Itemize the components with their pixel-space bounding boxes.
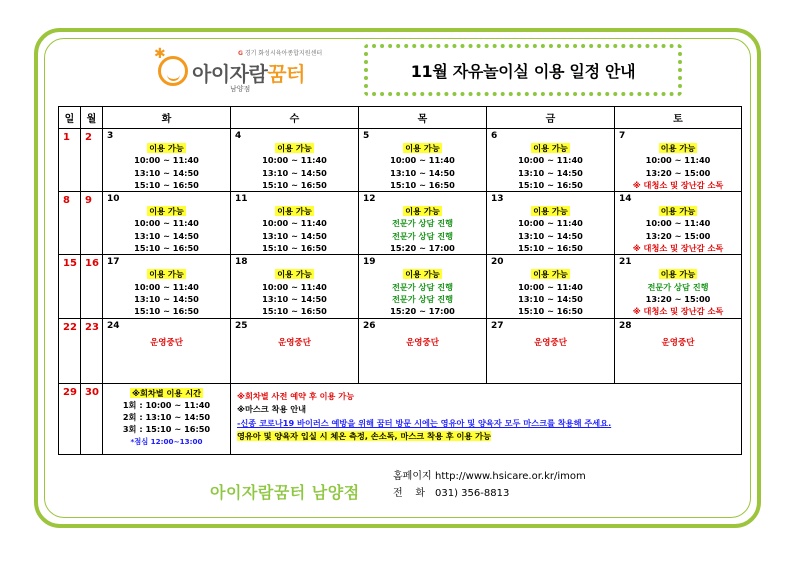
- day-schedule: [103, 205, 230, 254]
- time-slot: 13:10 ~ 14:50: [518, 293, 583, 304]
- availability-status: [103, 268, 230, 280]
- availability-label: 이용 가능: [660, 269, 696, 280]
- title-box: [364, 44, 682, 96]
- day-cell-sun: [59, 383, 81, 454]
- day-cell: [487, 129, 615, 192]
- availability-status: [103, 142, 230, 154]
- counseling-label: 전문가 상담 진행: [647, 281, 709, 292]
- day-number: 4: [235, 131, 242, 141]
- time-slot: 10:00 ~ 11:40: [645, 155, 711, 166]
- counseling-label: 전문가 상담 진행: [391, 230, 454, 241]
- time-slot: 13:10 ~ 14:50: [518, 230, 583, 241]
- monday-date: 30: [85, 386, 99, 398]
- availability-label: 이용 가능: [277, 143, 312, 153]
- week-row-last: [59, 383, 742, 454]
- day-schedule: [487, 268, 614, 317]
- time-slot: 13:10 ~ 14:50: [262, 293, 327, 304]
- day-cell: [487, 255, 615, 318]
- weekday-header-row: [59, 107, 742, 129]
- day-schedule: [359, 205, 486, 254]
- time-slot: 13:10 ~ 14:50: [134, 167, 199, 178]
- logo-brand: 아이자람꿈터: [192, 62, 305, 86]
- time-slot: 15:10 ~ 16:50: [518, 243, 583, 254]
- page-title: 11월 자유놀이실 이용 일정 안내: [410, 61, 636, 81]
- day-cell-mon: [81, 383, 103, 454]
- day-schedule: [615, 142, 741, 191]
- availability-status: [359, 268, 486, 280]
- time-slot: 10:00 ~ 11:40: [518, 218, 583, 229]
- availability-status: [487, 205, 614, 217]
- day-number: 20: [491, 257, 504, 268]
- time-slot: 10:00 ~ 11:40: [262, 218, 327, 229]
- sunday-date: 29: [63, 386, 77, 398]
- time-slot: 10:00 ~ 11:40: [262, 155, 327, 166]
- cleaning-note: ※ 대청소 및 장난감 소독: [632, 243, 724, 254]
- availability-status: [103, 205, 230, 217]
- day-cell: [231, 192, 359, 255]
- notice-mask-detail: -신종 코로나19 바이러스 예방을 위해 꿈터 방문 시에는 영유아 및 양육자 모두 마스크를 착용해 주세요.: [237, 417, 612, 428]
- monday-date: 16: [85, 258, 99, 270]
- monday-date: 9: [85, 195, 92, 207]
- org-mark-icon: G: [238, 50, 243, 57]
- day-schedule: [487, 142, 614, 191]
- sunday-date: 1: [63, 132, 70, 143]
- availability-label: 이용 가능: [533, 269, 568, 280]
- day-number: 25: [235, 320, 248, 331]
- session-2: 2회 : 13:10 ~ 14:50: [122, 412, 211, 423]
- weekday-sun: 일: [59, 107, 81, 129]
- availability-label: 이용 가능: [533, 143, 568, 153]
- session-title: ※회차별 이용 시간: [131, 387, 202, 398]
- availability-label: 이용 가능: [277, 269, 312, 280]
- cleaning-note: ※ 대청소 및 장난감 소독: [632, 306, 724, 317]
- availability-status: [231, 205, 358, 217]
- day-schedule: [103, 142, 230, 191]
- availability-label: 이용 가능: [405, 143, 440, 153]
- day-number: 21: [619, 257, 632, 268]
- availability-label: 이용 가능: [405, 269, 440, 280]
- time-slot: 13:20 ~ 15:00: [645, 230, 711, 241]
- day-cell: [615, 255, 742, 318]
- time-slot: 15:10 ~ 16:50: [518, 306, 583, 317]
- day-cell-mon: [81, 255, 103, 318]
- availability-status: [615, 268, 741, 280]
- footer-homepage: 홈페이지 http://www.hsicare.or.kr/imom: [393, 471, 586, 482]
- day-cell-sun: [59, 255, 81, 318]
- day-number: 12: [363, 194, 376, 205]
- day-cell: [231, 255, 359, 318]
- availability-status: [615, 142, 741, 154]
- day-number: 6: [491, 131, 498, 141]
- sparkle-icon: ✱: [154, 46, 166, 62]
- availability-status: [487, 142, 614, 154]
- time-slot: 15:10 ~ 16:50: [390, 179, 455, 190]
- day-schedule: [487, 205, 614, 254]
- smiley-sun-icon: [158, 56, 188, 86]
- time-slot: 10:00 ~ 11:40: [134, 281, 199, 292]
- notice-mask-title: ※마스크 착용 안내: [237, 404, 307, 415]
- sunday-date: 15: [63, 258, 77, 270]
- session-1: 1회 : 10:00 ~ 11:40: [122, 399, 211, 410]
- time-slot: 15:10 ~ 16:50: [134, 243, 199, 254]
- day-cell: [103, 192, 231, 255]
- footer-center-name: 아이자람꿈터 남양점: [210, 483, 360, 502]
- time-slot: 13:20 ~ 15:00: [645, 167, 711, 178]
- availability-label: 이용 가능: [660, 143, 696, 153]
- time-slot: 10:00 ~ 11:40: [134, 218, 199, 229]
- time-slot: 13:10 ~ 14:50: [134, 293, 199, 304]
- weekday-mon: 월: [81, 107, 103, 129]
- time-slot: 13:10 ~ 14:50: [518, 167, 583, 178]
- availability-status: [231, 142, 358, 154]
- day-number: 11: [235, 194, 248, 205]
- day-cell-mon: [81, 129, 103, 192]
- availability-status: [231, 268, 358, 280]
- homepage-url[interactable]: http://www.hsicare.or.kr/imom: [435, 471, 586, 482]
- day-cell: [615, 318, 742, 383]
- closed-label: 운영중단: [150, 337, 183, 348]
- day-number: 19: [363, 257, 376, 268]
- counseling-label: 전문가 상담 진행: [391, 293, 454, 304]
- day-schedule: [231, 142, 358, 191]
- time-slot: 13:10 ~ 14:50: [390, 167, 455, 178]
- availability-status: [487, 268, 614, 280]
- notice-entry: 영유아 및 양육자 입실 시 체온 측정, 손소독, 마스크 착용 후 이용 가능: [237, 431, 491, 442]
- time-slot: 10:00 ~ 11:40: [518, 281, 583, 292]
- availability-label: 이용 가능: [149, 143, 184, 153]
- weekday-wed: 수: [231, 107, 359, 129]
- time-slot: 10:00 ~ 11:40: [390, 155, 455, 166]
- footer-info: [393, 468, 586, 502]
- week-row: [59, 192, 742, 255]
- closed-label: 운영중단: [406, 337, 439, 348]
- logo-branch: 남양점: [230, 85, 251, 93]
- day-cell: [615, 129, 742, 192]
- weekday-sat: 토: [615, 107, 742, 129]
- day-cell-mon: [81, 318, 103, 383]
- time-slot: 10:00 ~ 11:40: [645, 218, 711, 229]
- logo-org-line: G 경기 화성시육아종합지원센터: [238, 50, 323, 57]
- sunday-date: 8: [63, 195, 70, 207]
- time-slot: 15:10 ~ 16:50: [134, 306, 199, 317]
- time-slot: 10:00 ~ 11:40: [134, 155, 199, 166]
- closed-label: 운영중단: [278, 337, 311, 348]
- day-cell: [231, 129, 359, 192]
- day-number: 17: [107, 257, 120, 268]
- time-slot: 15:10 ~ 16:50: [518, 179, 583, 190]
- availability-status: [615, 205, 741, 217]
- day-schedule: [359, 142, 486, 191]
- day-cell: [103, 318, 231, 383]
- time-slot: 13:10 ~ 14:50: [134, 230, 199, 241]
- day-schedule: [615, 268, 741, 317]
- availability-label: 이용 가능: [533, 206, 568, 217]
- counseling-label: 전문가 상담 진행: [391, 281, 454, 292]
- availability-label: 이용 가능: [149, 269, 184, 280]
- closed-label: 운영중단: [661, 337, 695, 348]
- monday-date: 23: [85, 321, 99, 333]
- availability-label: 이용 가능: [660, 206, 696, 217]
- availability-status: [359, 205, 486, 217]
- day-number: 24: [107, 320, 120, 331]
- day-number: 10: [107, 194, 120, 205]
- time-slot: 13:10 ~ 14:50: [262, 167, 327, 178]
- time-slot: 15:10 ~ 16:50: [262, 306, 327, 317]
- day-schedule: [231, 268, 358, 317]
- day-schedule: [231, 205, 358, 254]
- notice-cell: [231, 383, 742, 454]
- time-slot: 10:00 ~ 11:40: [262, 281, 327, 292]
- day-cell: [487, 318, 615, 383]
- session-3: 3회 : 15:10 ~ 16:50: [122, 424, 211, 435]
- counseling-label: 전문가 상담 진행: [391, 218, 454, 229]
- day-cell: [359, 192, 487, 255]
- day-number: 26: [363, 320, 376, 331]
- footer-phone: 전 화 031) 356-8813: [393, 488, 510, 499]
- sunday-date: 22: [63, 321, 77, 333]
- lunch-note: *점심 12:00~13:00: [130, 436, 203, 446]
- weekday-thu: 목: [359, 107, 487, 129]
- closed-label: 운영중단: [534, 337, 567, 348]
- availability-label: 이용 가능: [149, 206, 184, 217]
- day-cell: [359, 129, 487, 192]
- day-cell: [487, 192, 615, 255]
- logo: [154, 46, 358, 96]
- phone-number: 031) 356-8813: [435, 488, 510, 499]
- day-cell: [359, 318, 487, 383]
- day-number: 28: [619, 320, 632, 331]
- week-row: [59, 318, 742, 383]
- weekday-tue: 화: [103, 107, 231, 129]
- day-cell: [359, 255, 487, 318]
- time-slot: 10:00 ~ 11:40: [518, 155, 583, 166]
- day-cell-mon: [81, 192, 103, 255]
- time-slot: 15:10 ~ 16:50: [262, 179, 327, 190]
- notice-reservation: ※회차별 사전 예약 후 이용 가능: [237, 390, 355, 401]
- day-number: 14: [619, 194, 632, 205]
- day-number: 3: [107, 131, 114, 141]
- week-row: [59, 129, 742, 192]
- cleaning-note: ※ 대청소 및 장난감 소독: [632, 179, 724, 190]
- time-slot: 15:10 ~ 16:50: [262, 243, 327, 254]
- day-schedule: [359, 268, 486, 317]
- day-number: 13: [491, 194, 504, 205]
- day-schedule: [103, 268, 230, 317]
- schedule-table: [58, 106, 742, 455]
- day-number: 7: [619, 131, 626, 141]
- day-cell: [231, 318, 359, 383]
- time-slot: 15:20 ~ 17:00: [390, 306, 455, 317]
- time-slot: 13:10 ~ 14:50: [262, 230, 327, 241]
- day-number: 27: [491, 320, 504, 331]
- week-row: [59, 255, 742, 318]
- time-slot: 15:20 ~ 17:00: [390, 243, 455, 254]
- day-number: 18: [235, 257, 248, 268]
- day-cell-sun: [59, 129, 81, 192]
- monday-date: 2: [85, 132, 92, 143]
- availability-label: 이용 가능: [405, 206, 440, 217]
- time-slot: 15:10 ~ 16:50: [134, 179, 199, 190]
- weekday-fri: 금: [487, 107, 615, 129]
- day-cell: [103, 129, 231, 192]
- day-cell: [615, 192, 742, 255]
- day-schedule: [615, 205, 741, 254]
- availability-status: [359, 142, 486, 154]
- day-cell: [103, 255, 231, 318]
- session-times-cell: [103, 383, 231, 454]
- day-number: 5: [363, 131, 370, 141]
- day-cell-sun: [59, 318, 81, 383]
- availability-label: 이용 가능: [277, 206, 312, 217]
- time-slot: 13:20 ~ 15:00: [645, 293, 711, 304]
- day-cell-sun: [59, 192, 81, 255]
